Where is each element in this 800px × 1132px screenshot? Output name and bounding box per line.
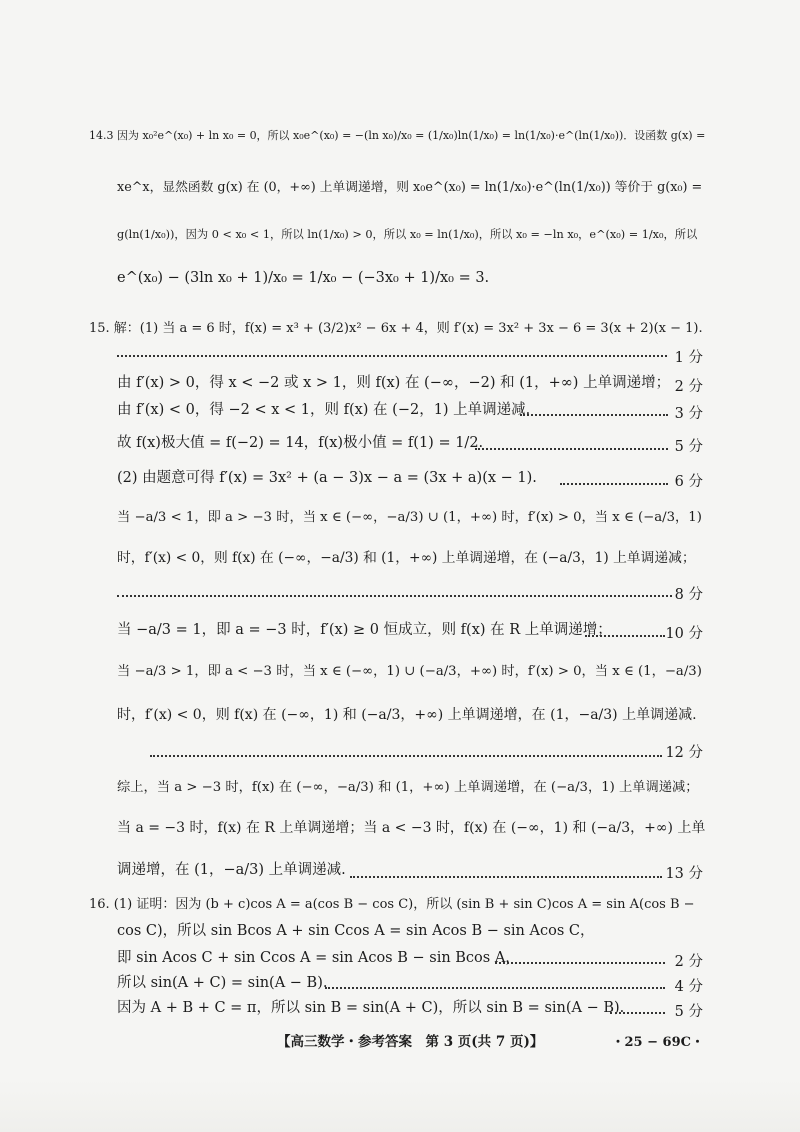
p15-line-12: 当 a = −3 时，f(x) 在 R 上单调递增；当 a < −3 时，f(x) 在 (−∞，1) 和 (−a/3，+∞) 上单	[117, 820, 706, 836]
score-mark: 1 分	[674, 350, 703, 366]
dot-leader	[520, 407, 668, 423]
p15-line-3: 由 f′(x) < 0，得 −2 < x < 1，则 f(x) 在 (−2，1) 上单调递减.	[117, 402, 531, 418]
p15-line-11: 综上，当 a > −3 时，f(x) 在 (−∞，−a/3) 和 (1，+∞) 上单调递增，在 (−a/3，1) 上单调递减；	[117, 780, 699, 795]
p15-line-2: 由 f′(x) > 0，得 x < −2 或 x > 1，则 f(x) 在 (−∞，−2) 和 (1，+∞) 上单调递增；	[117, 375, 671, 391]
p14-line-1: 14.3 因为 x₀²e^(x₀) + ln x₀ = 0，所以 x₀e^(x₀) = −(ln x₀)/x₀ = (1/x₀)ln(1/x₀) = ln(1/x₀)·e^(ln(1/x₀))．设函数 g(x) =	[89, 129, 706, 142]
p16-line-4: 所以 sin(A + C) = sin(A − B).	[117, 975, 328, 991]
p14-line-3: g(ln(1/x₀))，因为 0 < x₀ < 1，所以 ln(1/x₀) > 0，所以 x₀ = ln(1/x₀)，所以 x₀ = −ln x₀，e^(x₀) = 1/x₀，所以	[117, 228, 698, 241]
score-mark: 12 分	[665, 745, 703, 761]
dot-leader	[495, 955, 665, 971]
score-mark: 6 分	[674, 474, 703, 490]
p16-line-2: cos C)，所以 sin Bcos A + sin Ccos A = sin Acos B − sin Acos C，	[117, 923, 595, 939]
p16-line-5: 因为 A + B + C = π，所以 sin B = sin(A + C)，所以 sin B = sin(A − B).	[117, 1000, 625, 1016]
score-mark: 2 分	[674, 954, 703, 970]
dot-leader	[475, 441, 668, 457]
scan-bottom-edge	[0, 1080, 800, 1132]
p15-line-7: 时，f′(x) < 0，则 f(x) 在 (−∞，−a/3) 和 (1，+∞) 上单调递增，在 (−a/3，1) 上单调递减；	[117, 550, 696, 566]
p15-line-1: 15. 解：(1) 当 a = 6 时，f(x) = x³ + (3/2)x² − 6x + 4，则 f′(x) = 3x² + 3x − 6 = 3(x + 2)(x − 1).	[89, 321, 703, 336]
dot-leader	[150, 748, 662, 764]
dot-leader	[560, 476, 668, 492]
page-footer-title: 【高三数学・参考答案 第 3 页(共 7 页)】	[277, 1034, 544, 1050]
p15-line-8: 当 −a/3 = 1，即 a = −3 时，f′(x) ≥ 0 恒成立，则 f(x) 在 R 上单调递增；	[117, 622, 612, 638]
p16-line-1: 16. (1) 证明：因为 (b + c)cos A = a(cos B − cos C)，所以 (sin B + sin C)cos A = sin A(cos B −	[89, 897, 695, 912]
p14-line-2: xe^x，显然函数 g(x) 在 (0，+∞) 上单调递增，则 x₀e^(x₀) = ln(1/x₀)·e^(ln(1/x₀)) 等价于 g(x₀) =	[117, 180, 703, 195]
p15-line-10: 时，f′(x) < 0，则 f(x) 在 (−∞，1) 和 (−a/3，+∞) 上单调递增，在 (1，−a/3) 上单调递减.	[117, 707, 697, 723]
p15-line-6: 当 −a/3 < 1，即 a > −3 时，当 x ∈ (−∞，−a/3) ∪ (1，+∞) 时，f′(x) > 0，当 x ∈ (−a/3，1)	[117, 510, 702, 525]
dot-leader	[117, 348, 667, 364]
p15-line-5: (2) 由题意可得 f′(x) = 3x² + (a − 3)x − a = (3x + a)(x − 1).	[117, 470, 537, 486]
score-mark: 3 分	[674, 406, 703, 422]
p15-line-4: 故 f(x)极大值 = f(−2) = 14，f(x)极小值 = f(1) = 1/2.	[117, 435, 484, 451]
score-mark: 5 分	[674, 1004, 703, 1020]
score-mark: 5 分	[674, 439, 703, 455]
score-mark: 4 分	[674, 979, 703, 995]
score-mark: 13 分	[665, 866, 703, 882]
dot-leader	[350, 869, 662, 885]
dot-leader	[610, 1005, 665, 1021]
score-mark: 8 分	[674, 587, 703, 603]
p15-line-9: 当 −a/3 > 1，即 a < −3 时，当 x ∈ (−∞，1) ∪ (−a/3，+∞) 时，f′(x) > 0，当 x ∈ (1，−a/3)	[117, 664, 702, 679]
page-footer-code: ・25 − 69C・	[611, 1035, 704, 1050]
dot-leader	[117, 588, 672, 604]
dot-leader	[325, 980, 665, 996]
p15-line-13: 调递增，在 (1，−a/3) 上单调递减.	[117, 862, 346, 878]
score-mark: 2 分	[674, 379, 703, 395]
p16-line-3: 即 sin Acos C + sin Ccos A = sin Acos B − sin Bcos A，	[117, 950, 520, 966]
dot-leader	[585, 628, 665, 644]
score-mark: 10 分	[665, 626, 703, 642]
p14-line-4: e^(x₀) − (3ln x₀ + 1)/x₀ = 1/x₀ − (−3x₀ + 1)/x₀ = 3.	[117, 270, 490, 286]
